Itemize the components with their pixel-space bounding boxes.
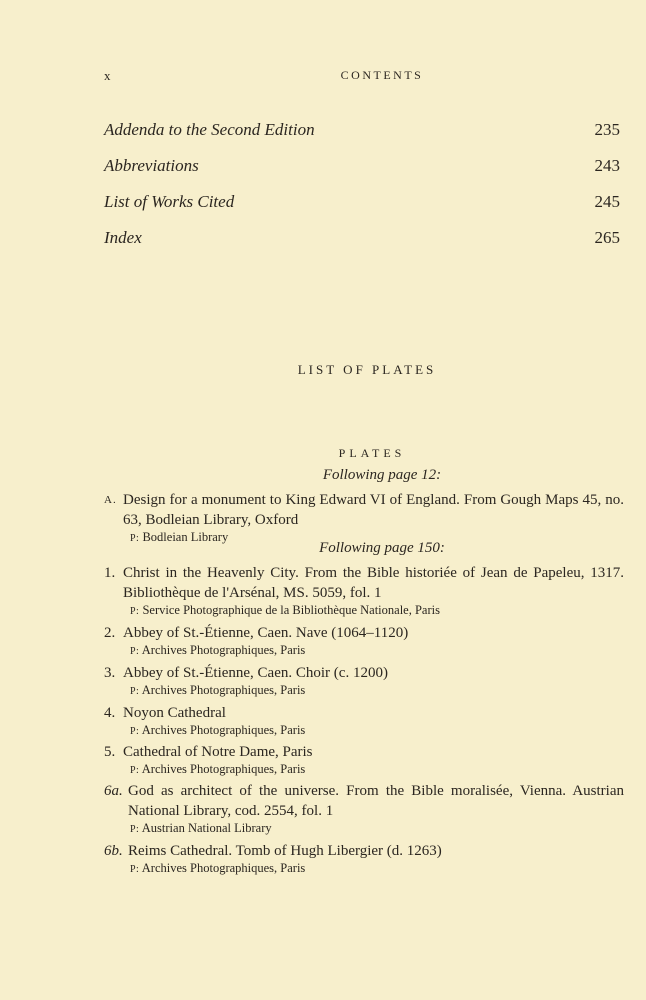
- credit-text: Archives Photographiques, Paris: [141, 861, 306, 875]
- contents-entry: [104, 156, 620, 192]
- plate-description: Reims Cathedral. Tomb of Hugh Libergier (d. 1263): [128, 843, 442, 859]
- photo-credit: [130, 683, 624, 699]
- plate-description: Cathedral of Notre Dame, Paris: [123, 744, 313, 760]
- photo-credit: [130, 821, 624, 837]
- credit-text: Archives Photographiques, Paris: [141, 723, 306, 737]
- credit-text: Austrian National Library: [141, 821, 272, 835]
- plates-subheading: PLATES: [338, 446, 406, 460]
- photo-credit: [130, 861, 624, 877]
- contents-entry: [104, 192, 620, 228]
- contents-entry-title: List of Works Cited: [104, 192, 235, 211]
- running-head-title: CONTENTS: [340, 68, 424, 82]
- plate-description: Abbey of St.-Étienne, Caen. Choir (c. 1200): [123, 665, 388, 681]
- plate-number: 6b.: [104, 843, 123, 859]
- contents-list: [104, 120, 620, 264]
- credit-label: P:: [130, 824, 140, 835]
- contents-entry-title: Addenda to the Second Edition: [104, 120, 315, 139]
- credit-text: Bodleian Library: [142, 530, 229, 544]
- following-page-note: Following page 150:: [319, 540, 445, 556]
- photo-credit: [130, 762, 624, 778]
- contents-entry: [104, 228, 620, 264]
- photo-credit: [130, 723, 624, 739]
- credit-label: P:: [130, 864, 140, 875]
- credit-label: P:: [130, 765, 140, 776]
- plate-entry: [104, 703, 624, 739]
- plate-entry: [104, 490, 624, 546]
- contents-entry-page: 245: [594, 192, 620, 211]
- plate-description: Noyon Cathedral: [123, 705, 226, 721]
- plate-number: 1.: [104, 565, 116, 581]
- following-page-note: Following page 12:: [322, 467, 442, 483]
- plate-entry: [104, 841, 624, 877]
- credit-text: Service Photographique de la Bibliothèque Nationale, Paris: [142, 603, 440, 617]
- credit-label: P:: [130, 726, 140, 737]
- contents-entry-page: 235: [594, 120, 620, 139]
- plate-number: 2.: [104, 625, 116, 641]
- credit-label: P:: [130, 646, 140, 657]
- plate-description: Abbey of St.-Étienne, Caen. Nave (1064–1120): [123, 625, 409, 641]
- list-of-plates-heading: LIST OF PLATES: [297, 362, 437, 377]
- plate-entry: [104, 742, 624, 778]
- plate-entry: [104, 781, 624, 837]
- contents-entry-title: Index: [104, 228, 142, 247]
- contents-entry-page: 265: [594, 228, 620, 247]
- plate-number: 3.: [104, 665, 116, 681]
- photo-credit: [130, 643, 624, 659]
- plate-description: Design for a monument to King Edward VI of England. From Gough Maps 45, no. 63, Bodleian Library, Oxford: [123, 492, 624, 528]
- plate-entry: [104, 623, 624, 659]
- plate-number: A.: [104, 494, 117, 506]
- contents-entry-title: Abbreviations: [104, 156, 199, 175]
- plate-description: God as architect of the universe. From the Bible moralisée, Vienna. Austrian National Library, cod. 2554, fol. 1: [128, 783, 624, 819]
- contents-entry-page: 243: [594, 156, 620, 175]
- plate-number: 4.: [104, 705, 116, 721]
- credit-text: Archives Photographiques, Paris: [141, 683, 306, 697]
- page-number: x: [104, 68, 112, 83]
- contents-entry: [104, 120, 620, 156]
- plate-description: Christ in the Heavenly City. From the Bible historiée of Jean de Papeleu, 1317. Bibliothèque de l'Arsénal, MS. 5059, fol. 1: [123, 565, 624, 601]
- plate-number: 6a.: [104, 783, 123, 799]
- credit-label: P:: [130, 606, 140, 617]
- plate-entry: [104, 563, 624, 619]
- photo-credit: [130, 603, 624, 619]
- running-head: [104, 68, 620, 86]
- credit-label: P:: [130, 533, 140, 544]
- credit-label: P:: [130, 686, 140, 697]
- plate-number: 5.: [104, 744, 116, 760]
- plate-entry: [104, 663, 624, 699]
- credit-text: Archives Photographiques, Paris: [141, 762, 306, 776]
- credit-text: Archives Photographiques, Paris: [141, 643, 306, 657]
